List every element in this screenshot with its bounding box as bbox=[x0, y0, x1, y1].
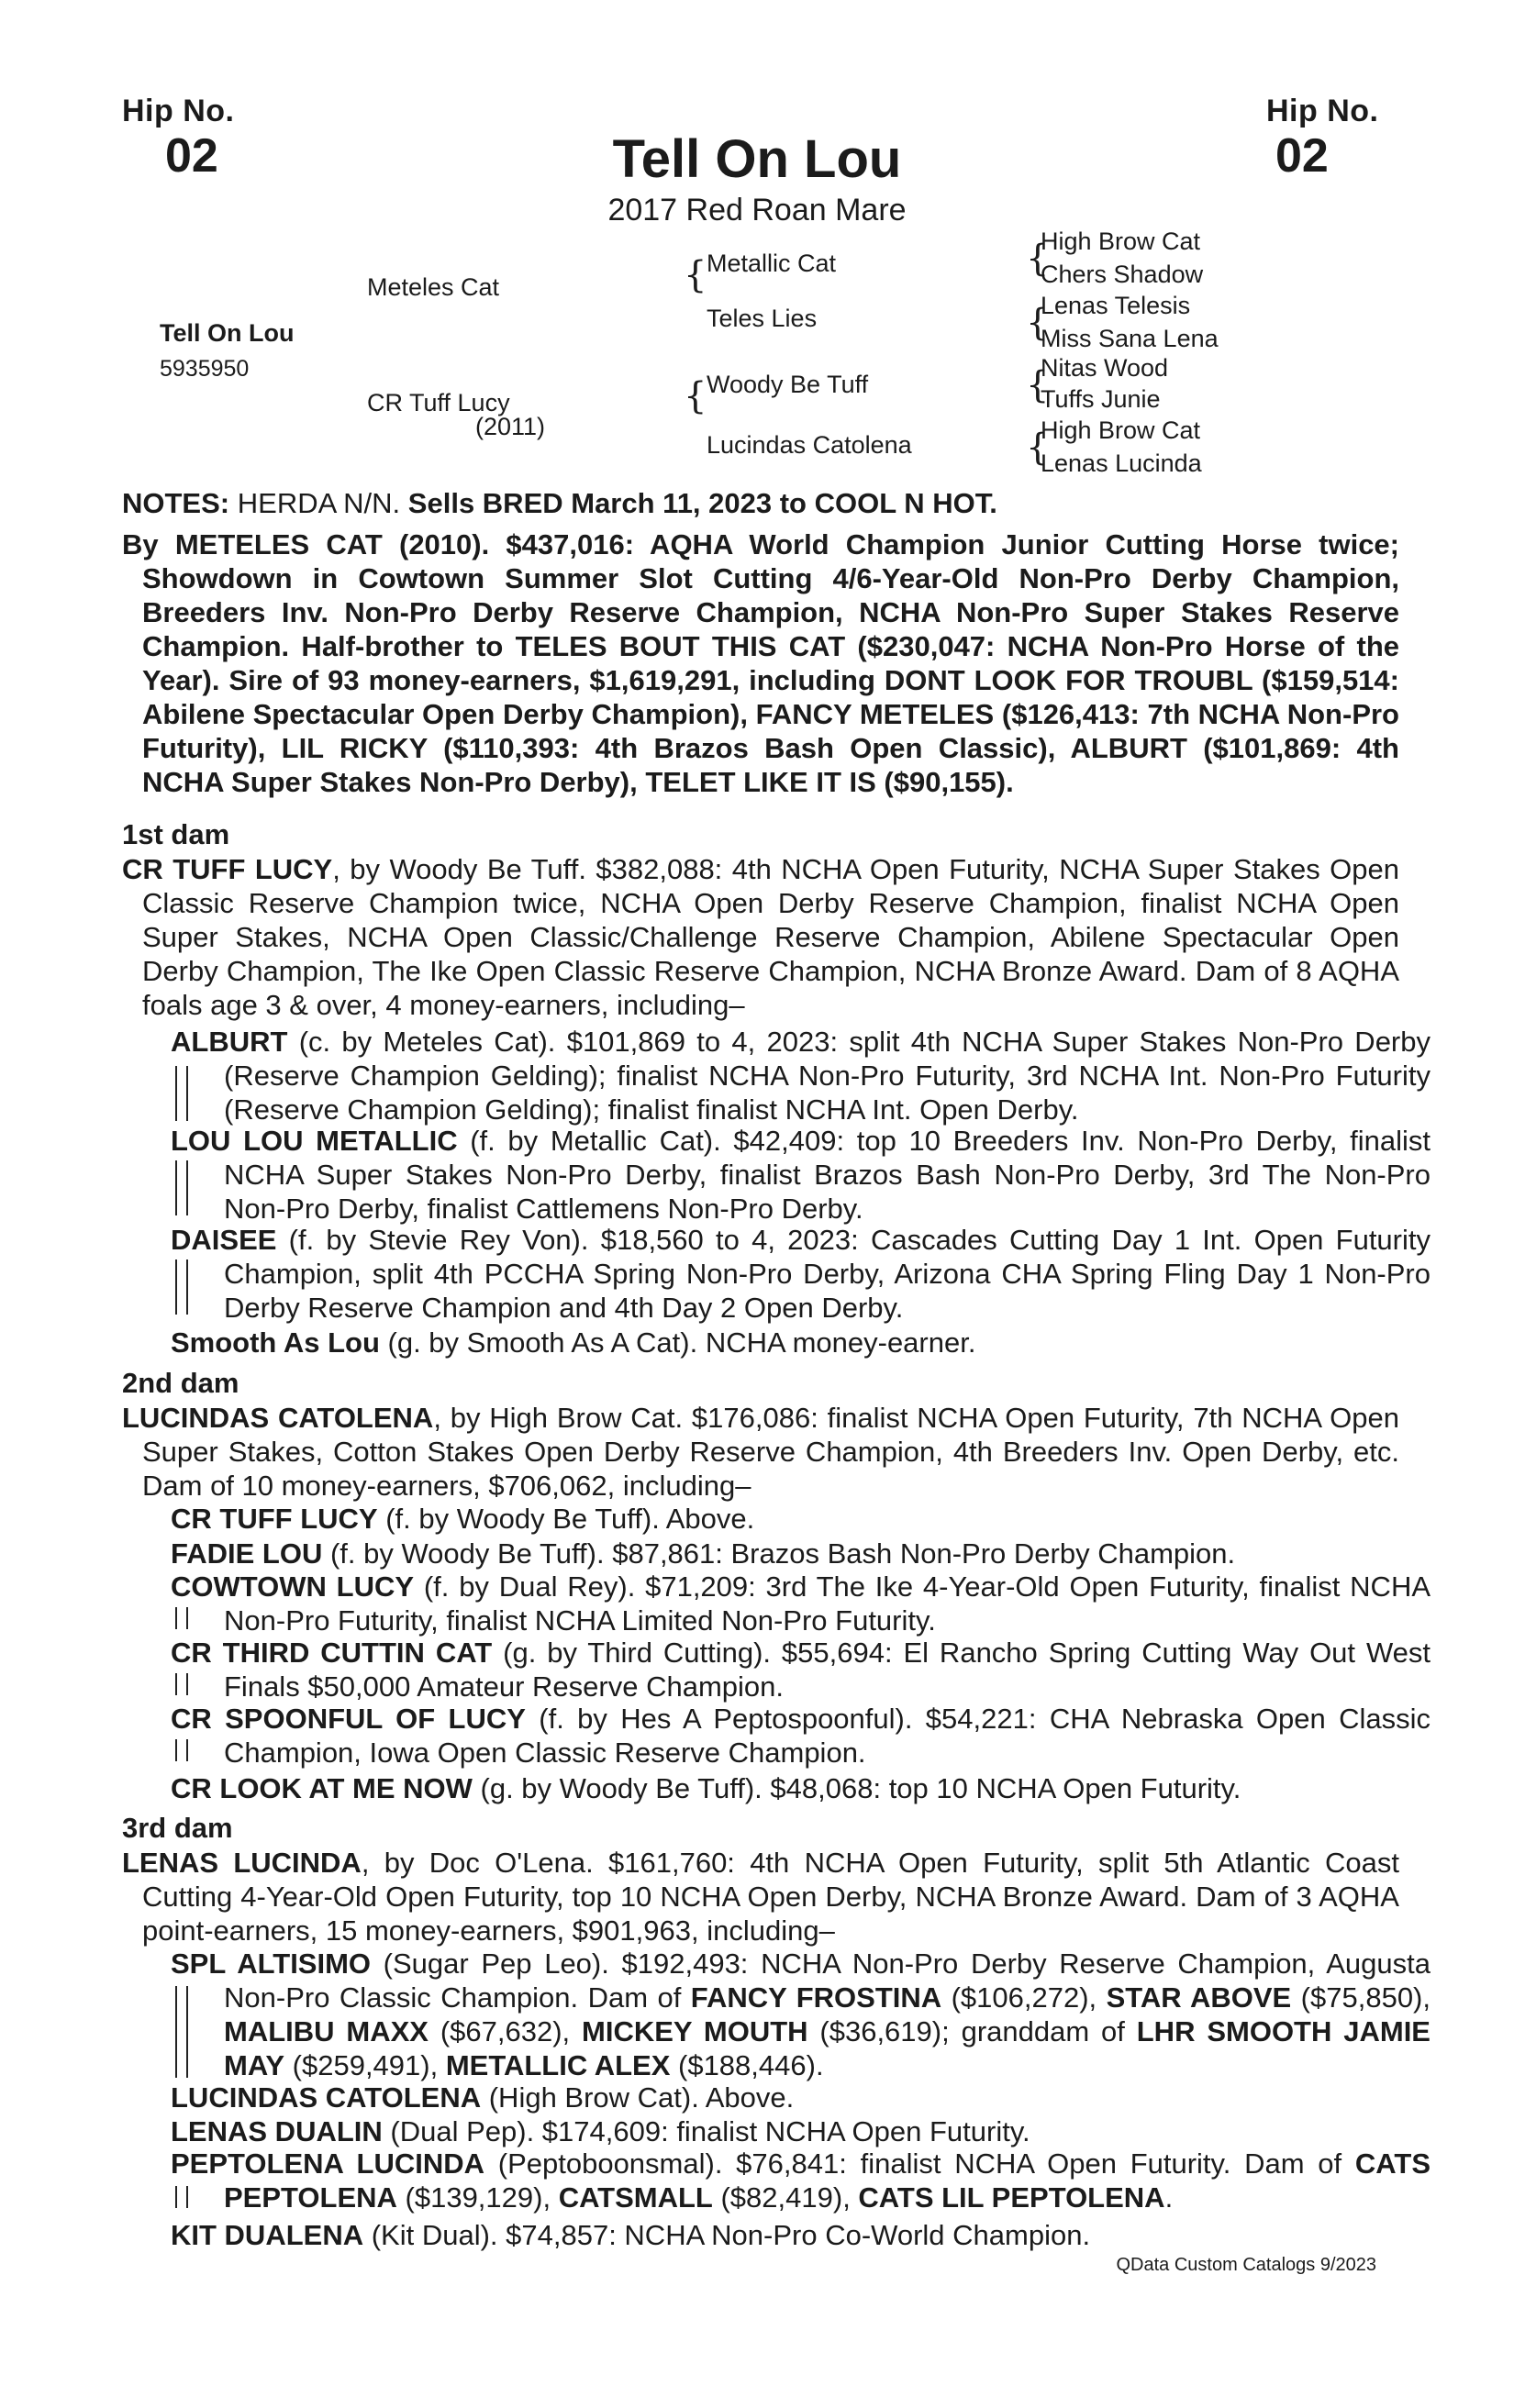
brace-g3-3: { bbox=[1026, 364, 1050, 406]
pedigree-g3-1: High Brow Cat bbox=[1041, 227, 1201, 255]
pedigree-dam-dam: Lucindas Catolena bbox=[707, 431, 912, 459]
produce-name: CR SPOONFUL OF LUCY bbox=[171, 1703, 526, 1735]
hip-label-left: Hip No. bbox=[122, 94, 235, 128]
sire-paragraph: By METELES CAT (2010). $437,016: AQHA World Champion Junior Cutting Horse twice; Showdown in Cowtown Summer Slot Cutting 4/6-Year-Old Non-Pro Derby Champion, Breeders Inv. Non-Pro Derby Reserve Champion, NCHA Non-Pro Super Stakes Reserve Champion. Half-brother to TELES BOUT THIS CAT ($230,047: NCHA Non-Pro Horse of the Year). Sire of 93 money-earners, $1,619,291, including DONT LOOK FOR TROUBL ($159,514: Abilene Spectacular Open Derby Champion), FANCY METELES ($126,413: 7th NCHA Non-Pro Futurity), LIL RICKY ($110,393: 4th Brazos Bash Open Classic), ALBURT ($101,869: 4th NCHA Super Stakes Non-Pro Derby), TELET LIKE IT IS ($90,155). bbox=[122, 528, 1399, 798]
first-dam-heading: 1st dam bbox=[122, 818, 230, 850]
produce-name: STAR ABOVE bbox=[1106, 1981, 1292, 2014]
produce-text: (Sugar Pep Leo). $192,493: NCHA Non-Pro Derby Reserve Champion, Augusta Non-Pro Classic Champion. Dam of bbox=[224, 1947, 1431, 2014]
brace-g3-4: { bbox=[1026, 427, 1050, 469]
produce-name: CATSMALL bbox=[558, 2181, 713, 2214]
produce-text: (f. by Stevie Rey Von). $18,560 to 4, 2023: Cascades Cutting Day 1 Int. Open Futurity Champion, split 4th PCCHA Spring Non-Pro Derby, Arizona CHA Spring Fling Day 1 Non-Pro Derby Reserve Champion and 4th Day 2 Open Derby. bbox=[224, 1224, 1431, 1324]
produce-text: . bbox=[1164, 2181, 1174, 2214]
hip-label-right: Hip No. bbox=[1266, 94, 1379, 128]
pedigree-subject: Tell On Lou bbox=[160, 319, 295, 347]
notes-bold: Sells BRED March 11, 2023 to COOL N HOT. bbox=[407, 487, 997, 519]
first-dam-paragraph bbox=[122, 852, 1399, 1022]
produce-name: FANCY FROSTINA bbox=[690, 1981, 942, 2014]
produce-text: (c. by Meteles Cat). $101,869 to 4, 2023: split 4th NCHA Super Stakes Non-Pro Derby (Reserve Champion Gelding); finalist NCHA Non-Pro Futurity, 3rd NCHA Int. Non-Pro Futurity (Reserve Champion Gelding); finalist finalist NCHA Int. Open Derby. bbox=[224, 1026, 1431, 1126]
produce-name: CR TUFF LUCY bbox=[171, 1503, 378, 1535]
pedigree-g3-5: Nitas Wood bbox=[1041, 354, 1169, 382]
produce-text: (f. by Metallic Cat). $42,409: top 10 Breeders Inv. Non-Pro Derby, finalist NCHA Super Stakes Non-Pro Derby, finalist Brazos Bash Non-Pro Derby, 3rd The Non-Pro Non-Pro Derby, finalist Cattlemens Non-Pro Derby. bbox=[224, 1125, 1431, 1225]
pedigree-g3-3: Lenas Telesis bbox=[1041, 292, 1191, 319]
produce-text: ($188,446). bbox=[670, 2049, 824, 2081]
produce-entry bbox=[171, 1702, 1431, 1770]
produce-text: ($82,419), bbox=[712, 2181, 859, 2214]
produce-entry bbox=[171, 1326, 1431, 1359]
produce-entry bbox=[171, 2147, 1431, 2214]
brace-dam: { bbox=[684, 375, 707, 417]
second-dam-text: , by High Brow Cat. $176,086: finalist NCHA Open Futurity, 7th NCHA Open Super Stakes, Cotton Stakes Open Derby Reserve Champion, 4th Breeders Inv. Open Derby, etc. Dam of 10 money-earners, $706,062, including– bbox=[142, 1402, 1400, 1502]
pedigree-g3-8: Lenas Lucinda bbox=[1041, 449, 1202, 477]
produce-text: ($259,491), bbox=[284, 2049, 446, 2081]
notes-line bbox=[122, 486, 1397, 520]
third-dam-heading: 3rd dam bbox=[122, 1812, 233, 1844]
first-dam-name: CR TUFF LUCY bbox=[122, 853, 333, 885]
brace-g3-1: { bbox=[1026, 238, 1050, 280]
produce-entry bbox=[171, 1223, 1431, 1325]
produce-entry bbox=[171, 2081, 1431, 2114]
produce-text: (f. by Woody Be Tuff). $87,861: Brazos Bash Non-Pro Derby Champion. bbox=[322, 1537, 1236, 1570]
second-dam-name: LUCINDAS CATOLENA bbox=[122, 1402, 434, 1434]
footer-credit: QData Custom Catalogs 9/2023 bbox=[1116, 2255, 1376, 2275]
produce-entry bbox=[171, 1570, 1431, 1637]
produce-entry bbox=[171, 1636, 1431, 1703]
hip-number-left: 02 bbox=[165, 129, 218, 183]
pedigree-g3-4: Miss Sana Lena bbox=[1041, 325, 1219, 352]
second-dam-paragraph bbox=[122, 1401, 1399, 1503]
produce-name: SPL ALTISIMO bbox=[171, 1947, 372, 1980]
produce-entry bbox=[171, 1947, 1431, 2082]
produce-name: LHR SMOOTH JAMIE MAY bbox=[224, 2015, 1431, 2081]
brace-g3-2: { bbox=[1026, 302, 1050, 344]
pedigree-dam: CR Tuff Lucy bbox=[367, 389, 510, 416]
produce-name: PEPTOLENA LUCINDA bbox=[171, 2147, 484, 2180]
produce-name: KIT DUALENA bbox=[171, 2219, 364, 2251]
produce-text: (f. by Dual Rey). $71,209: 3rd The Ike 4-Year-Old Open Futurity, finalist NCHA Non-Pro Futurity, finalist NCHA Limited Non-Pro Futurity. bbox=[224, 1570, 1431, 1637]
produce-name: MALIBU MAXX bbox=[224, 2015, 429, 2047]
produce-text: (Peptoboonsmal). $76,841: finalist NCHA Open Futurity. Dam of bbox=[484, 2147, 1355, 2180]
produce-entry bbox=[171, 2114, 1431, 2148]
produce-entry bbox=[171, 2218, 1431, 2252]
brace-sire: { bbox=[684, 254, 707, 296]
produce-name: COWTOWN LUCY bbox=[171, 1570, 415, 1603]
notes-label: NOTES: bbox=[122, 487, 230, 519]
pedigree-sire-sire: Metallic Cat bbox=[707, 250, 837, 277]
hip-number-right: 02 bbox=[1275, 129, 1329, 183]
pedigree-g3-6: Tuffs Junie bbox=[1041, 385, 1161, 413]
produce-text: (High Brow Cat). Above. bbox=[481, 2081, 795, 2114]
notes-text: HERDA N/N. bbox=[237, 487, 401, 519]
produce-name: CR THIRD CUTTIN CAT bbox=[171, 1637, 493, 1669]
produce-name: METALLIC ALEX bbox=[445, 2049, 671, 2081]
produce-name: FADIE LOU bbox=[171, 1537, 323, 1570]
pedigree-reg-number: 5935950 bbox=[160, 356, 250, 382]
pedigree-dam-year: (2011) bbox=[475, 413, 546, 440]
produce-name: CR LOOK AT ME NOW bbox=[171, 1772, 473, 1804]
produce-entry bbox=[171, 1025, 1431, 1126]
produce-text: (Dual Pep). $174,609: finalist NCHA Open Futurity. bbox=[382, 2115, 1030, 2147]
produce-text: (g. by Smooth As A Cat). NCHA money-earner. bbox=[379, 1326, 976, 1359]
produce-entry bbox=[171, 1771, 1431, 1805]
produce-text: ($36,619); granddam of bbox=[807, 2015, 1137, 2047]
produce-name: LUCINDAS CATOLENA bbox=[171, 2081, 482, 2114]
produce-name: CATS LIL PEPTOLENA bbox=[858, 2181, 1165, 2214]
pedigree-dam-sire: Woody Be Tuff bbox=[707, 371, 869, 398]
produce-text: ($75,850), bbox=[1291, 1981, 1431, 2014]
produce-text: (g. by Third Cutting). $55,694: El Rancho Spring Cutting Way Out West Finals $50,000 Amateur Reserve Champion. bbox=[224, 1637, 1431, 1703]
produce-name: Smooth As Lou bbox=[171, 1326, 380, 1359]
produce-entry bbox=[171, 1124, 1431, 1226]
produce-name: CATS PEPTOLENA bbox=[224, 2147, 1431, 2214]
horse-description: 2017 Red Roan Mare bbox=[607, 193, 907, 227]
horse-name-title: Tell On Lou bbox=[612, 129, 902, 189]
produce-entry bbox=[171, 1537, 1431, 1570]
produce-text: (g. by Woody Be Tuff). $48,068: top 10 NCHA Open Futurity. bbox=[472, 1772, 1241, 1804]
second-dam-heading: 2nd dam bbox=[122, 1367, 239, 1399]
produce-text: (f. by Hes A Peptospoonful). $54,221: CHA Nebraska Open Classic Champion, Iowa Open Classic Reserve Champion. bbox=[224, 1703, 1431, 1769]
produce-text: ($106,272), bbox=[941, 1981, 1107, 2014]
produce-name: LOU LOU METALLIC bbox=[171, 1125, 458, 1157]
produce-name: ALBURT bbox=[171, 1026, 288, 1058]
produce-text: ($139,129), bbox=[396, 2181, 559, 2214]
produce-entry bbox=[171, 1502, 1431, 1536]
produce-name: LENAS DUALIN bbox=[171, 2115, 383, 2147]
produce-name: DAISEE bbox=[171, 1224, 277, 1256]
pedigree-g3-7: High Brow Cat bbox=[1041, 416, 1201, 444]
third-dam-paragraph bbox=[122, 1846, 1399, 1947]
produce-name: MICKEY MOUTH bbox=[582, 2015, 808, 2047]
produce-text: ($67,632), bbox=[428, 2015, 583, 2047]
pedigree-sire-dam: Teles Lies bbox=[707, 305, 818, 332]
third-dam-name: LENAS LUCINDA bbox=[122, 1847, 362, 1879]
first-dam-text: , by Woody Be Tuff. $382,088: 4th NCHA Open Futurity, NCHA Super Stakes Open Classic Reserve Champion twice, NCHA Open Derby Reserve Champion, finalist NCHA Open Super Stakes, NCHA Open Classic/Challenge Reserve Champion, Abilene Spectacular Open Derby Champion, The Ike Open Classic Reserve Champion, NCHA Bronze Award. Dam of 8 AQHA foals age 3 & over, 4 money-earners, including– bbox=[142, 853, 1399, 1021]
pedigree-sire: Meteles Cat bbox=[367, 273, 500, 301]
produce-text: (f. by Woody Be Tuff). Above. bbox=[377, 1503, 755, 1535]
pedigree-g3-2: Chers Shadow bbox=[1041, 261, 1204, 288]
produce-text: (Kit Dual). $74,857: NCHA Non-Pro Co-World Champion. bbox=[363, 2219, 1091, 2251]
third-dam-text: , by Doc O'Lena. $161,760: 4th NCHA Open Futurity, split 5th Atlantic Coast Cutting 4-Year-Old Open Futurity, top 10 NCHA Open Derby, NCHA Bronze Award. Dam of 3 AQHA point-earners, 15 money-earners, $901,963, including– bbox=[142, 1847, 1399, 1947]
